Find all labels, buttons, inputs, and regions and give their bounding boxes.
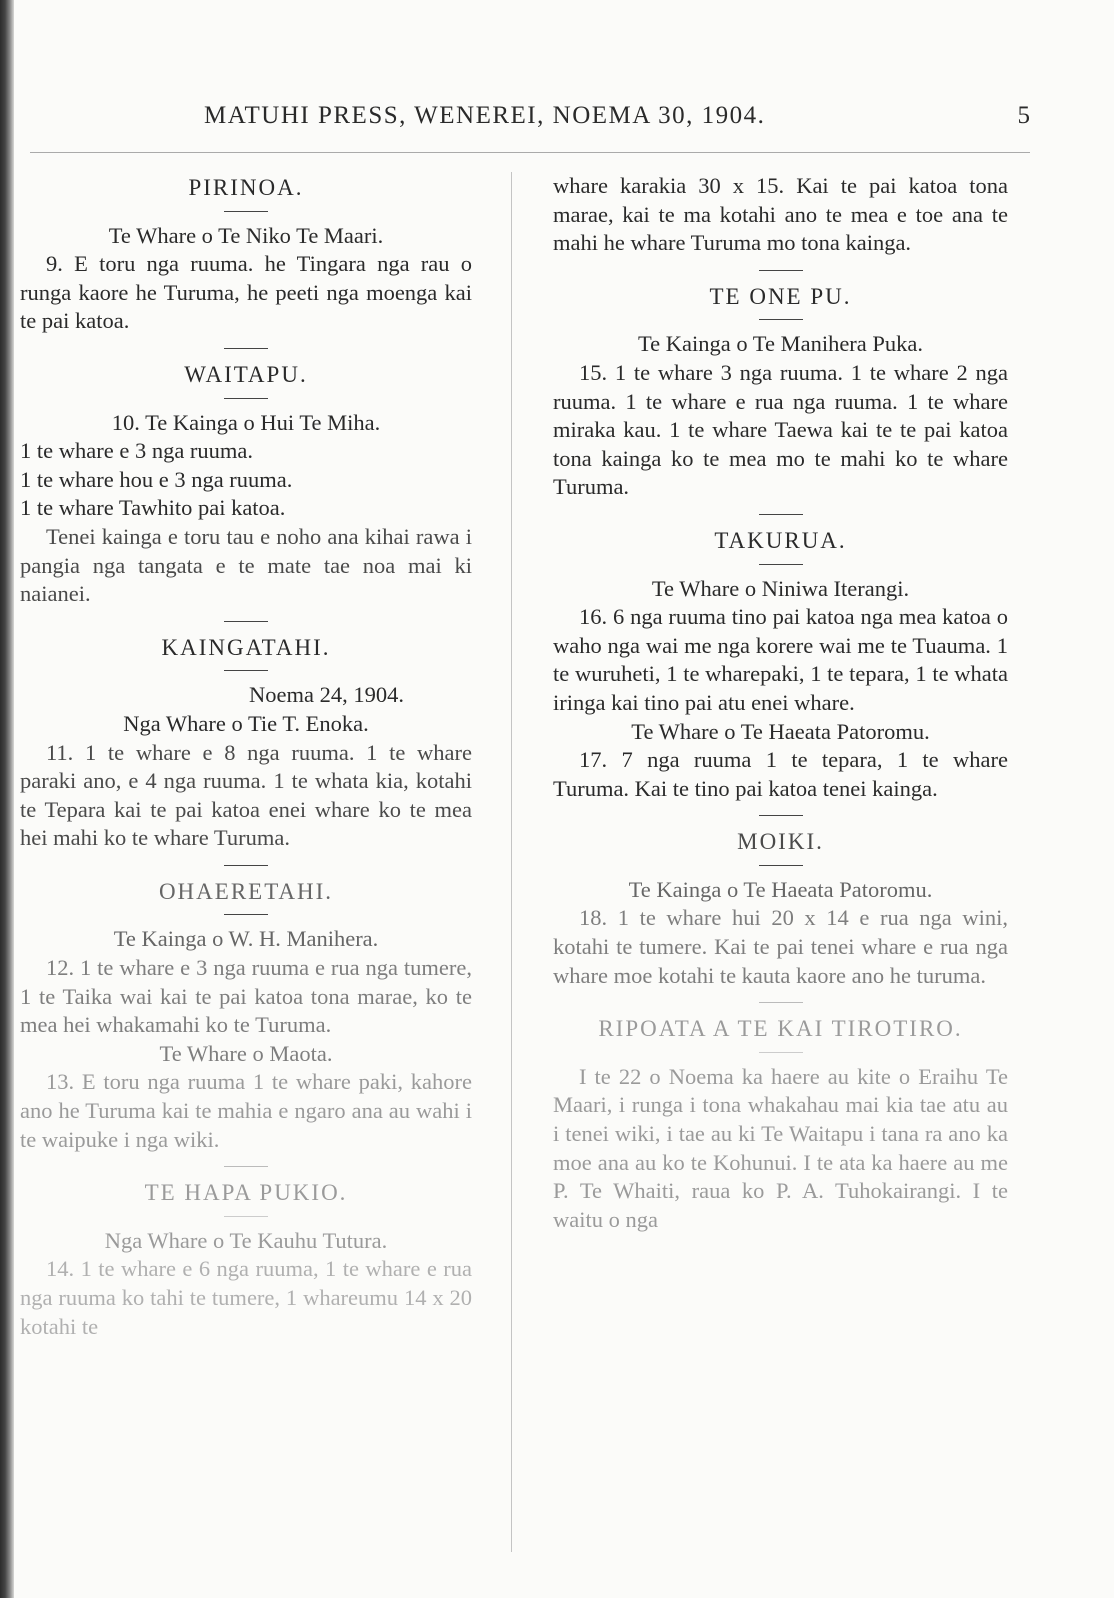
section-text: 9. E toru nga ruuma. he Tingara nga rau o runga kaore he Turuma, he peeti nga moenga kai te pai katoa.	[20, 251, 472, 334]
section-subhead: Te Whare o Te Niko Te Maari.	[108, 222, 384, 248]
section-te-one-pu	[553, 283, 1008, 502]
section-text: I te 22 o Noema ka haere au kite o Eraihu Te Maari, i runga i tona whakahau mai kia tae atu au i tenei wiki, i tae au ki Te Waitapu i tana ra ano ka moe ana au ko te Kohunui. I te ata ka haere au me P. Te Whaiti, raua ko P. A. Tuhokairangi. I te waitu o nga	[553, 1063, 1008, 1232]
section-ohaeretahi	[20, 878, 472, 1154]
section-rule	[759, 1002, 803, 1003]
header-rule	[30, 152, 1030, 153]
section-subhead: Te Kainga o Te Haeata Patoromu.	[628, 876, 933, 902]
section-heading: OHAERETAHI.	[158, 878, 334, 904]
section-takurua	[553, 527, 1008, 803]
section-text: 18. 1 te whare hui 20 x 14 e rua nga wini, kotahi te tumere. Kai te pai tenei whare e rua nga whare moe kotahi te kauta kaore ano he turuma.	[553, 905, 1008, 988]
section-text: 13. E toru nga ruuma 1 te whare paki, kahore ano he Turuma kai te mahia e ngaro ana au wahi i te waipuke i nga wiki.	[20, 1069, 472, 1152]
section-rule	[224, 865, 268, 866]
list-item: 1 te whare hou e 3 nga ruuma.	[20, 466, 293, 492]
right-column	[553, 172, 1008, 1234]
section-text: 11. 1 te whare e 8 nga ruuma. 1 te whare paraki ano, e 4 nga ruuma. 1 te whata kia, kotahi te Tepara kai te pai katoa enei whare ko te mea hei mahi ko te whare Turuma.	[20, 739, 472, 851]
section-date: Noema 24, 1904.	[249, 682, 404, 708]
section-te-hapa-pukio	[20, 1179, 472, 1341]
page-binding-edge	[0, 0, 14, 1598]
section-heading: TE HAPA PUKIO.	[144, 1180, 348, 1206]
section-rule	[224, 398, 268, 399]
left-column	[20, 172, 472, 1341]
section-heading: TAKURUA.	[714, 527, 847, 553]
section-rule	[759, 865, 803, 866]
section-heading: TE ONE PU.	[709, 283, 852, 309]
section-text: 12. 1 te whare e 3 nga ruuma e rua nga tumere, 1 te Taika wai kai te pai katoa tona marae, ko te mea hei whakamahi ko te Turuma.	[20, 955, 472, 1038]
section-text: 16. 6 nga ruuma tino pai katoa nga mea katoa o waho nga wai me nga korere wai me te Tuauma. 1 te wuruheti, 1 te wharepaki, 1 te tepara, 1 te whata iringa kai tino pai atu enei whare.	[553, 604, 1008, 715]
section-rule	[759, 319, 803, 320]
page-header	[160, 100, 1030, 140]
section-subhead: Te Kainga o Te Manihera Puka.	[637, 331, 924, 357]
section-waitapu	[20, 361, 472, 609]
section-ripoata	[553, 1015, 1008, 1234]
section-rule	[759, 815, 803, 816]
column-divider	[511, 172, 512, 1552]
section-rule	[224, 670, 268, 671]
list-item: 1 te whare e 3 nga ruuma.	[20, 438, 254, 464]
continuation-text: whare karakia 30 x 15. Kai te pai katoa tona marae, kai te ma kotahi ano te mea e toe ana te mahi he whare Turuma mo tona kainga.	[553, 173, 1008, 256]
section-text: 17. 7 nga ruuma 1 te tepara, 1 te whare Turuma. Kai te tino pai katoa tenei kainga.	[553, 747, 1008, 801]
section-rule	[759, 514, 803, 515]
section-subhead: Te Whare o Niniwa Iterangi.	[651, 575, 910, 601]
section-rule	[224, 914, 268, 915]
section-rule	[224, 1216, 268, 1217]
section-subhead: Te Whare o Te Haeata Patoromu.	[631, 718, 930, 744]
section-heading: RIPOATA A TE KAI TIROTIRO.	[598, 1016, 963, 1042]
section-rule	[224, 211, 268, 212]
section-subhead: Te Kainga o W. H. Manihera.	[113, 926, 379, 952]
section-text: 15. 1 te whare 3 nga ruuma. 1 te whare 2 nga ruuma. 1 te whare e rua nga ruuma. 1 te whare miraka kau. 1 te whare Taewa kai te te pai katoa tona kainga ko te mea mo te mahi ko te whare Turuma.	[553, 359, 1008, 500]
list-item: 1 te whare Tawhito pai katoa.	[20, 495, 286, 521]
section-text: Tenei kainga e toru tau e noho ana kihai rawa i pangia nga tangata e te mate tae noa mai ki naianei.	[20, 523, 472, 607]
section-kaingatahi	[20, 634, 472, 853]
section-rule	[224, 1166, 268, 1167]
section-subhead: Nga Whare o Tie T. Enoka.	[123, 710, 369, 736]
section-text: 14. 1 te whare e 6 nga ruuma, 1 te whare e rua nga ruuma ko tahi te tumere, 1 whareumu 14 x 20 kotahi te	[20, 1256, 472, 1339]
section-pirinoa	[20, 174, 472, 336]
section-heading: MOIKI.	[737, 829, 824, 855]
section-heading: WAITAPU.	[184, 361, 308, 387]
section-heading: KAINGATAHI.	[161, 634, 331, 660]
section-rule	[759, 270, 803, 271]
section-rule	[224, 621, 268, 622]
section-rule	[224, 348, 268, 349]
section-moiki	[553, 828, 1008, 990]
section-subhead: 10. Te Kainga o Hui Te Miha.	[111, 409, 381, 435]
section-rule	[759, 564, 803, 565]
section-rule	[759, 1052, 803, 1053]
section-subhead: Te Whare o Maota.	[159, 1040, 333, 1066]
running-head: MATUHI PRESS, WENEREI, NOEMA 30, 1904.	[204, 102, 766, 129]
section-subhead: Nga Whare o Te Kauhu Tutura.	[104, 1227, 388, 1253]
section-heading: PIRINOA.	[188, 175, 304, 200]
page-number: 5	[1017, 102, 1030, 129]
